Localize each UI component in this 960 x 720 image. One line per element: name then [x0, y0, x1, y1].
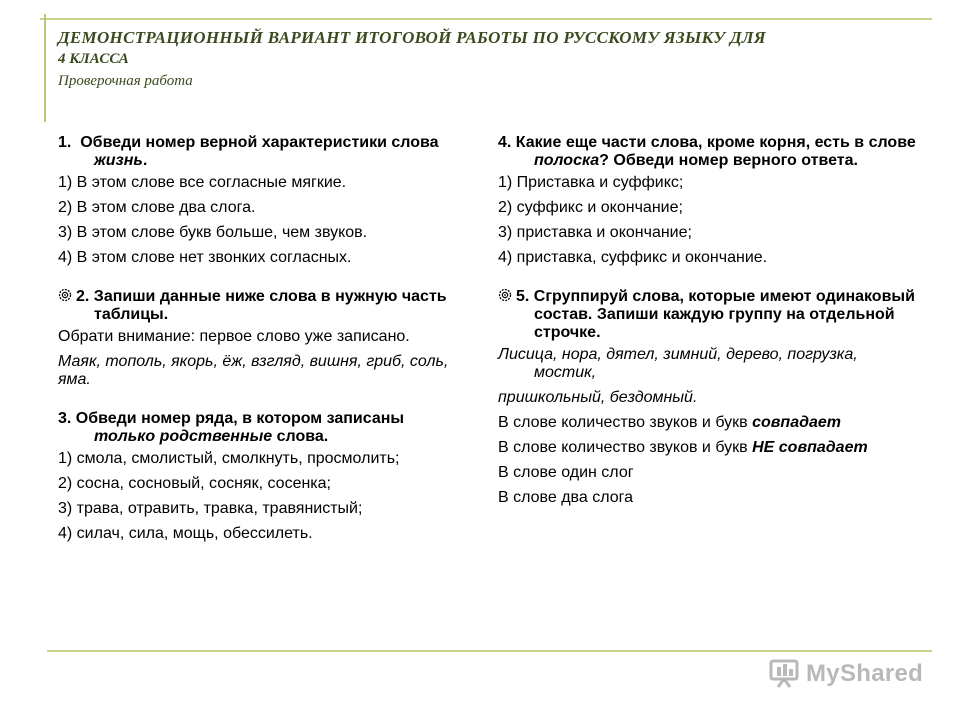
- q1-option-4: 4) В этом слове нет звонких согласных.: [58, 249, 352, 266]
- q3-option-3: 3) трава, отравить, травка, травянистый;: [58, 500, 363, 517]
- q1-option-1: 1) В этом слове все согласные мягкие.: [58, 174, 347, 191]
- q1-option-3: 3) В этом слове букв больше, чем звуков.: [58, 224, 368, 241]
- grade-label: 4 КЛАССА: [58, 51, 129, 67]
- question-5: 5. Сгруппируй слова, которые имеют одинаковый состав. Запиши каждую группу на отдельной строчке.: [498, 288, 918, 342]
- watermark: [768, 656, 928, 690]
- question-3: 3. Обведи номер ряда, в котором записаны только родственные слова.: [58, 410, 405, 445]
- q5-group-3: В слове один слог: [498, 464, 634, 481]
- q5-group-4: В слове два слога: [498, 489, 633, 506]
- q5-words-line-2: пришкольный, бездомный.: [498, 389, 698, 406]
- presentation-icon: [768, 656, 802, 690]
- q2-words: Маяк, тополь, якорь, ёж, взгляд, вишня, гриб, соль, яма.: [58, 353, 449, 388]
- q4-option-4: 4) приставка, суффикс и окончание.: [498, 249, 768, 266]
- left-column: [58, 134, 468, 550]
- q3-option-1: 1) смола, смолистый, смолкнуть, просмолить;: [58, 450, 400, 467]
- question-4: 4. Какие еще части слова, кроме корня, есть в слове полоска? Обведи номер верного ответа.: [498, 134, 916, 169]
- q5-group-1: В слове количество звуков и букв совпадает: [498, 414, 841, 431]
- q3-option-2: 2) сосна, сосновый, сосняк, сосенка;: [58, 475, 331, 492]
- bullet-gear-icon: [58, 288, 72, 302]
- header-accent-bar: [44, 14, 46, 122]
- top-rule: [40, 18, 932, 20]
- page-subtitle: Проверочная работа: [58, 73, 193, 89]
- right-column: [498, 134, 918, 514]
- bottom-rule: [47, 650, 932, 652]
- q4-option-3: 3) приставка и окончание;: [498, 224, 692, 241]
- q3-option-4: 4) силач, сила, мощь, обессилеть.: [58, 525, 313, 542]
- q2-note: Обрати внимание: первое слово уже записано.: [58, 328, 410, 345]
- bullet-gear-icon: [498, 288, 512, 302]
- emphasis-text: только родственные: [94, 428, 273, 445]
- q5-group-2: В слове количество звуков и букв НЕ совпадает: [498, 439, 868, 456]
- question-2: 2. Запиши данные ниже слова в нужную часть таблицы.: [58, 288, 468, 324]
- question-1: 1. Обведи номер верной характеристики слова жизнь.: [58, 134, 439, 169]
- q5-words-line-1: Лисица, нора, дятел, зимний, дерево, погрузка, мостик,: [498, 346, 858, 381]
- q4-option-2: 2) суффикс и окончание;: [498, 199, 683, 216]
- q1-option-2: 2) В этом слове два слога.: [58, 199, 256, 216]
- target-word: полоска: [534, 152, 600, 169]
- slide-header: [58, 28, 908, 91]
- q4-option-1: 1) Приставка и суффикс;: [498, 174, 684, 191]
- target-word: жизнь: [94, 152, 143, 169]
- watermark-text: MyShared: [806, 660, 924, 687]
- page-title: ДЕМОНСТРАЦИОННЫЙ ВАРИАНТ ИТОГОВОЙ РАБОТЫ ПО РУССКОМУ ЯЗЫКУ ДЛЯ: [58, 28, 766, 47]
